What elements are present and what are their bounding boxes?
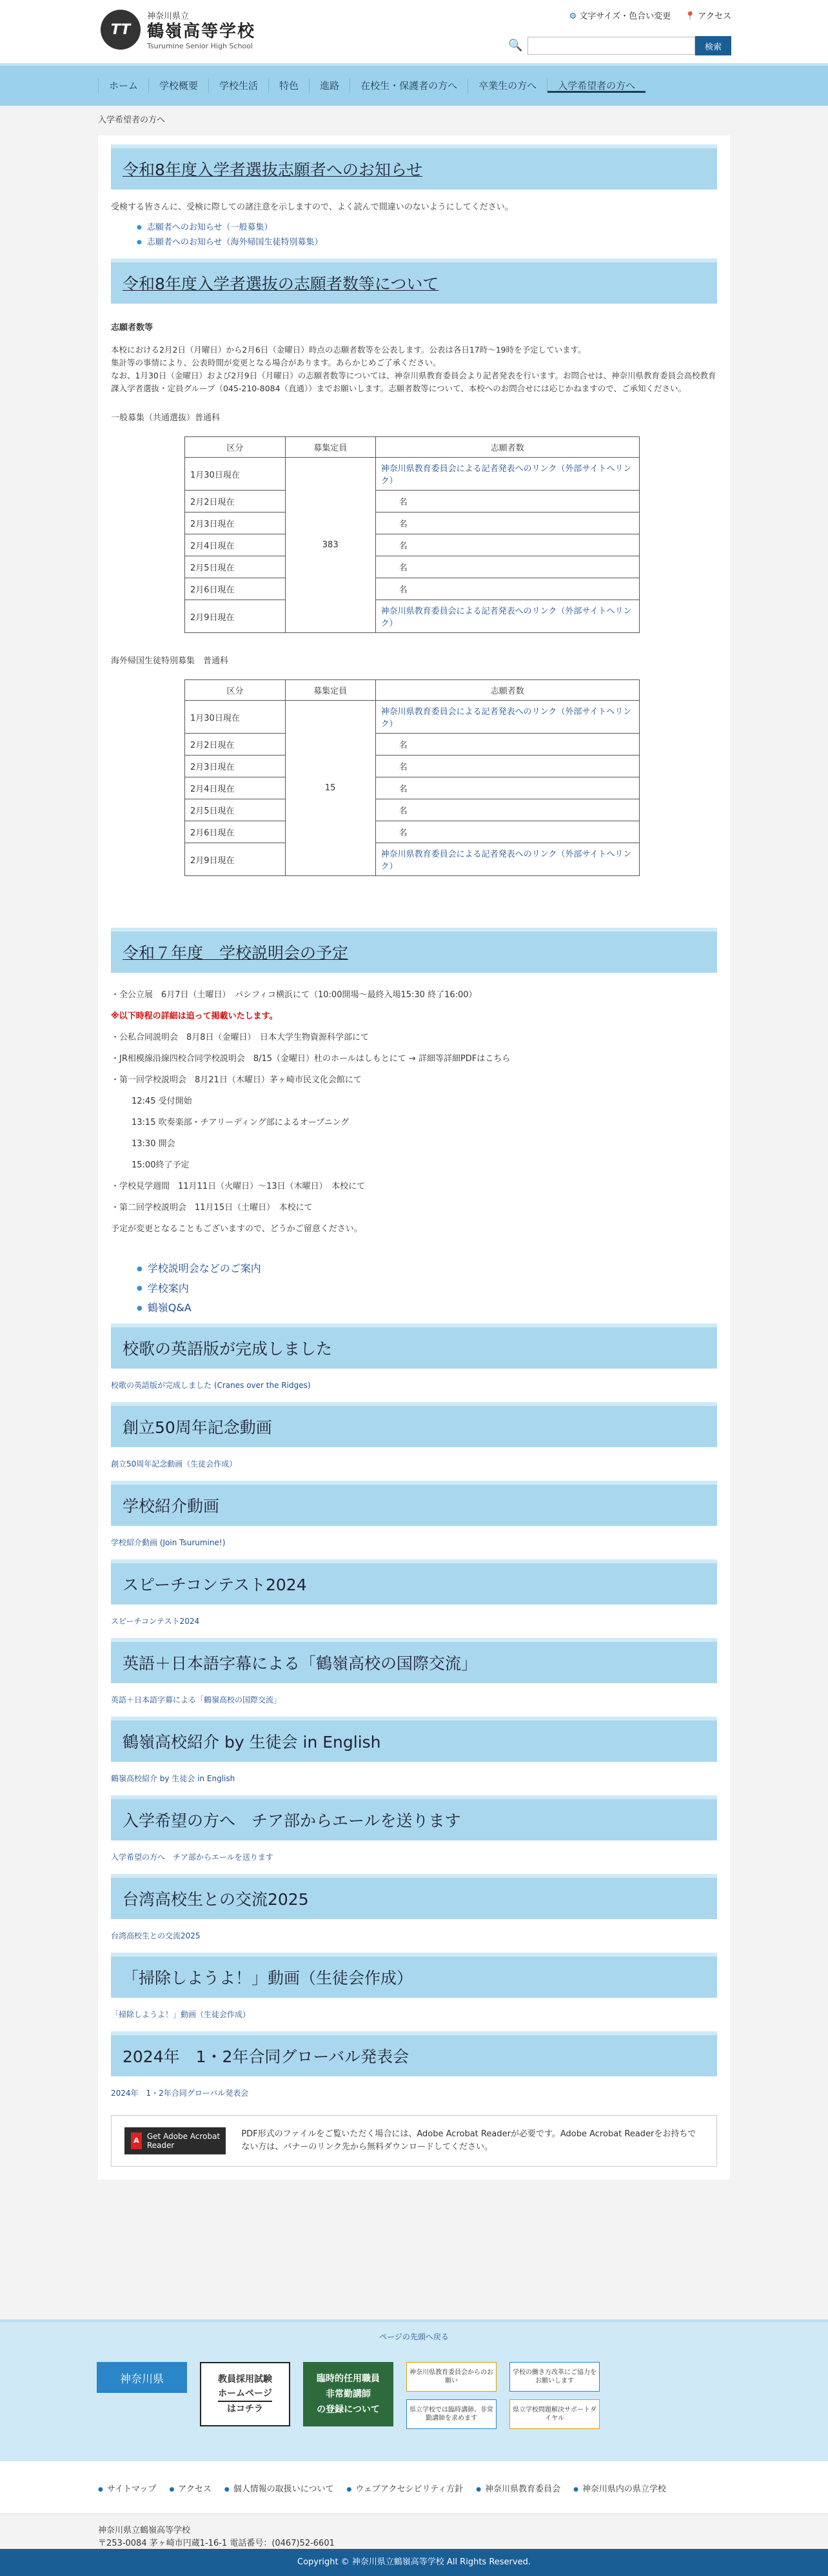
lecturer-recruit-banner[interactable]: 県立学校では臨時講師、非常勤講師を求めます (406, 2399, 497, 2429)
temporary-staff-banner[interactable]: 臨時的任用職員 非常勤講師 の登録について (303, 2362, 393, 2426)
briefing-links (137, 1259, 717, 1318)
video-heading: 創立50周年記念動画 (111, 1402, 717, 1447)
page-top-link[interactable]: ページの先頭へ戻る (379, 2332, 449, 2341)
table-row (185, 491, 640, 512)
video-link[interactable]: 台湾高校生との交流2025 (111, 1931, 201, 1940)
schedule-line: ・公私合同説明会 8月8日（金曜日） 日本大学生物資源科学部にて (111, 1033, 370, 1042)
nav-item[interactable]: 卒業生の方へ (468, 79, 547, 93)
breadcrumb: 入学希望者の方へ (0, 106, 828, 135)
footer-nav-item[interactable]: ● 神奈川県内の県立学校 (573, 2482, 666, 2494)
schedule-line: ・全公立展 6月7日（土曜日） パシフィコ横浜にて（10:00開場〜最終入場15:30 終了16:00） (111, 990, 477, 1000)
text-size-link[interactable]: ⚙ 文字サイズ・色合い変更 (569, 12, 671, 21)
date-cell: 2月6日現在 (185, 821, 286, 843)
date-cell: 2月6日現在 (185, 578, 286, 600)
footer-nav-item[interactable]: ● ウェブアクセシビリティ方針 (347, 2482, 464, 2494)
applicants-subtitle: 志願者数等 (111, 323, 153, 333)
video-link[interactable]: 校歌の英語版が完成しました (Cranes over the Ridges) (111, 1380, 311, 1390)
school-emblem-icon: TT (101, 10, 141, 50)
kanagawa-banner[interactable]: 神奈川県 (97, 2362, 187, 2393)
count-cell: 名 (375, 556, 639, 578)
search-input[interactable] (527, 37, 695, 55)
count-cell (375, 843, 639, 876)
school-name: 鶴嶺高等学校 (147, 22, 256, 41)
acrobat-text: PDF形式のファイルをご覧いただく場合には、Adobe Acrobat Readerが必要です。Adobe Acrobat Readerをお持ちでない方は、バナーのリンク先から無料ダウンロードしてください。 (241, 2129, 696, 2152)
date-cell: 2月2日現在 (185, 491, 286, 512)
work-reform-banner[interactable]: 学校の働き方改革にご協力をお願いします (509, 2362, 600, 2392)
copyright: Copyright © 神奈川県立鶴嶺高等学校 All Rights Reserved. (0, 2549, 828, 2576)
table-row (185, 600, 640, 633)
video-sections (111, 1323, 717, 2100)
count-cell (375, 458, 639, 491)
press-release-link[interactable]: 神奈川県教育委員会による記者発表へのリンク（外部サイトへリンク） (380, 850, 632, 872)
search-icon: 🔍 (508, 39, 523, 52)
count-cell: 名 (375, 734, 639, 756)
schedule-line: 13:30 開会 (132, 1139, 175, 1149)
applicants-heading: 令和8年度入学者選抜の志願者数等について (111, 259, 717, 304)
general-table (184, 436, 640, 633)
table-row (185, 534, 640, 556)
table-row (185, 556, 640, 578)
notice-link[interactable]: 志願者へのお知らせ（一般募集） (146, 222, 273, 233)
capacity-cell: 383 (285, 458, 375, 633)
schedule-line: ・第二回学校説明会 11月15日（土曜日） 本校にて (111, 1203, 313, 1213)
date-cell: 2月2日現在 (185, 734, 286, 756)
video-heading: 2024年 1・2年合同グローバル発表会 (111, 2031, 717, 2076)
prefecture-label: 神奈川県立 (147, 12, 190, 21)
table-row (185, 821, 640, 843)
returnee-label: 海外帰国生徒特別募集 普通科 (111, 656, 229, 666)
footer-nav (0, 2461, 828, 2514)
video-link-row (111, 1615, 717, 1628)
nav-item[interactable]: 進路 (310, 79, 350, 93)
acrobat-notice (111, 2115, 717, 2167)
map-pin-icon: 📍 (685, 12, 696, 21)
count-cell (375, 701, 639, 734)
video-heading: 鶴嶺高校紹介 by 生徒会 in English (111, 1717, 717, 1762)
footer-banners (0, 2319, 828, 2461)
notice-link-item (137, 220, 717, 235)
table-header-row (185, 437, 640, 458)
briefing-link-item (137, 1298, 717, 1318)
applicants-body-3: なお、1月30日（金曜日）および2月9日（月曜日）の志願者数等については、神奈川県教育委員会より記者発表を行います。お問合せは、神奈川県教育委員会高校教育課入学者選抜・定員グループ（045-210-8084（直通））までお願いします。志願者数等について、本校へのお問合せには応じかねますので、ご承知ください。 (111, 371, 716, 393)
table-header: 志願者数 (375, 680, 639, 701)
nav-item[interactable]: 在校生・保護者の方へ (350, 79, 468, 93)
date-cell: 2月3日現在 (185, 756, 286, 777)
teacher-exam-banner[interactable]: 教員採用試験 ホームページ はコチラ (200, 2362, 290, 2426)
video-link-row (111, 1851, 717, 1864)
press-release-link[interactable]: 神奈川県教育委員会による記者発表へのリンク（外部サイトへリンク） (380, 464, 632, 486)
press-release-link[interactable]: 神奈川県教育委員会による記者発表へのリンク（外部サイトへリンク） (380, 607, 632, 629)
table-row (185, 512, 640, 534)
video-heading: スピーチコンテスト2024 (111, 1559, 717, 1605)
table-header: 区分 (185, 680, 286, 701)
notice-heading: 令和8年度入学者選抜志願者へのお知らせ (111, 144, 717, 190)
table-header-row (185, 680, 640, 701)
table-header: 区分 (185, 437, 286, 458)
video-link[interactable]: スピーチコンテスト2024 (111, 1616, 200, 1626)
video-heading: 台湾高校生との交流2025 (111, 1874, 717, 1919)
count-cell: 名 (375, 534, 639, 556)
date-cell: 1月30日現在 (185, 701, 286, 734)
notice-links (137, 220, 717, 249)
table-header: 志願者数 (375, 437, 639, 458)
video-heading: 入学希望の方へ チア部からエールを送ります (111, 1795, 717, 1840)
footer-nav-item[interactable]: ● サイトマップ (98, 2482, 156, 2494)
video-link[interactable]: 「掃除しようよ！」動画（生徒会作成） (111, 2009, 251, 2019)
video-link[interactable]: 英語＋日本語字幕による「鶴嶺高校の国際交流」 (111, 1695, 282, 1704)
date-cell: 2月5日現在 (185, 799, 286, 821)
date-cell: 2月9日現在 (185, 843, 286, 876)
schedule-line: 予定が変更となることもございますので、どうかご留意ください。 (111, 1224, 362, 1234)
board-request-banner[interactable]: 神奈川県教育委員会からのお願い (406, 2362, 497, 2392)
schedule-line: ・第一回学校説明会 8月21日（木曜日）茅ヶ崎市民文化会館にて (111, 1075, 362, 1085)
briefing-heading: 令和７年度 学校説明会の予定 (111, 928, 717, 973)
count-cell: 名 (375, 756, 639, 777)
count-cell: 名 (375, 777, 639, 799)
pdf-icon: A (131, 2132, 142, 2149)
briefing-link-item (137, 1279, 717, 1299)
count-cell: 名 (375, 578, 639, 600)
video-link-row (111, 1458, 717, 1470)
site-search (508, 36, 731, 55)
video-link-row (111, 1772, 717, 1785)
footer-nav-item[interactable]: ● アクセス (169, 2482, 211, 2494)
date-cell: 2月9日現在 (185, 600, 286, 633)
table-header: 募集定員 (285, 680, 375, 701)
briefing-schedule (111, 984, 717, 1240)
video-link[interactable]: 入学希望の方へ チア部からエールを送ります (111, 1852, 273, 1862)
schedule-line: 15:00終了予定 (132, 1160, 190, 1170)
acrobat-download-button[interactable]: A Get Adobe Acrobat Reader (124, 2127, 226, 2154)
schedule-line: ※以下時程の詳細は追って掲載いたします。 (111, 1011, 278, 1021)
school-name-en: Tsurumine Senior High School (147, 42, 253, 50)
table-row (185, 458, 640, 491)
returnee-table (184, 679, 640, 876)
table-header: 募集定員 (285, 437, 375, 458)
briefing-link[interactable]: 鶴嶺Q&A (147, 1302, 192, 1314)
utility-links (569, 9, 731, 21)
notice-link-item (137, 235, 717, 250)
video-heading: 「掃除しようよ！」動画（生徒会作成） (111, 1953, 717, 1998)
notice-link[interactable]: 志願者へのお知らせ（海外帰国生徒特別募集） (146, 237, 323, 247)
nav-item[interactable]: 学校概要 (149, 79, 209, 93)
search-button[interactable]: 検索 (695, 36, 731, 55)
count-cell (375, 600, 639, 633)
footer-nav-item[interactable]: ● 個人情報の取扱いについて (224, 2482, 334, 2494)
site-header (0, 0, 828, 63)
table-row (185, 701, 640, 734)
count-cell: 名 (375, 512, 639, 534)
briefing-link-item (137, 1259, 717, 1279)
main-content (98, 135, 730, 2180)
applicants-body-1: 本校における2月2日（月曜日）から2月6日（金曜日）時点の志願者数等を公表します。公表は各日17時〜19時を予定しています。 (111, 345, 586, 355)
general-label: 一般募集（共通選抜）普通科 (111, 413, 221, 423)
date-cell: 2月3日現在 (185, 512, 286, 534)
nav-item[interactable]: 入学希望者の方へ (547, 79, 646, 93)
global-nav (0, 63, 828, 106)
footer-nav-item[interactable]: ● 神奈川県教育委員会 (476, 2482, 560, 2494)
video-link-row (111, 1693, 717, 1706)
video-link-row (111, 2008, 717, 2021)
school-logo[interactable] (101, 9, 255, 50)
video-heading: 学校紹介動画 (111, 1481, 717, 1526)
applicants-body-2: 集計等の事情により、公表時間が変更となる場合があります。あらかじめご了承ください。 (111, 358, 441, 367)
table-row (185, 756, 640, 777)
table-row (185, 777, 640, 799)
press-release-link[interactable]: 神奈川県教育委員会による記者発表へのリンク（外部サイトへリンク） (380, 707, 632, 729)
video-link-row (111, 1379, 717, 1392)
table-row (185, 799, 640, 821)
date-cell: 1月30日現在 (185, 458, 286, 491)
count-cell: 名 (375, 821, 639, 843)
gear-icon: ⚙ (569, 12, 577, 21)
schedule-line: 13:15 吹奏楽部・チアリーディング部によるオープニング (132, 1118, 350, 1127)
support-dial-banner[interactable]: 県立学校問題解決サポートダイヤル (509, 2399, 600, 2429)
date-cell: 2月4日現在 (185, 777, 286, 799)
table-row (185, 843, 640, 876)
count-cell: 名 (375, 491, 639, 512)
video-heading: 校歌の英語版が完成しました (111, 1323, 717, 1369)
video-link[interactable]: 鶴嶺高校紹介 by 生徒会 in English (111, 1773, 235, 1783)
video-link[interactable]: 2024年 1・2年合同グローバル発表会 (111, 2088, 249, 2098)
table-row (185, 734, 640, 756)
table-row (185, 578, 640, 600)
nav-item[interactable]: 学校生活 (209, 79, 269, 93)
schedule-line: ・学校見学週間 11月11日（火曜日）〜13日（木曜日） 本校にて (111, 1182, 366, 1191)
date-cell: 2月4日現在 (185, 534, 286, 556)
capacity-cell: 15 (285, 701, 375, 876)
video-link-row (111, 2087, 717, 2100)
nav-item[interactable]: 特色 (269, 79, 310, 93)
schedule-line: 12:45 受付開始 (132, 1097, 192, 1106)
footer-info: 神奈川県立鶴嶺高等学校 〒253-0084 茅ヶ崎市円蔵1-16-1 電話番号：(0467)52-6601 (98, 2526, 335, 2548)
video-heading: 英語＋日本語字幕による「鶴嶺高校の国際交流」 (111, 1638, 717, 1683)
video-link-row (111, 1536, 717, 1549)
video-link-row (111, 1929, 717, 1942)
date-cell: 2月5日現在 (185, 556, 286, 578)
schedule-line: ・JR相模線沿線四校合同学校説明会 8/15（金曜日）杜のホールはしもとにて → 詳細等詳細PDFはこちら (111, 1054, 511, 1064)
count-cell: 名 (375, 799, 639, 821)
access-link[interactable]: 📍 アクセス (685, 12, 731, 21)
notice-body: 受検する皆さんに、受検に際しての諸注意を示しますので、よく読んで間違いのないようにしてください。 (111, 202, 513, 212)
video-link[interactable]: 創立50周年記念動画（生徒会作成） (111, 1459, 237, 1469)
video-link[interactable]: 学校紹介動画 (Join Tsurumine!) (111, 1537, 226, 1547)
nav-item[interactable]: ホーム (98, 79, 149, 93)
briefing-link[interactable]: 学校説明会などのご案内 (147, 1262, 261, 1274)
briefing-link[interactable]: 学校案内 (147, 1282, 189, 1294)
